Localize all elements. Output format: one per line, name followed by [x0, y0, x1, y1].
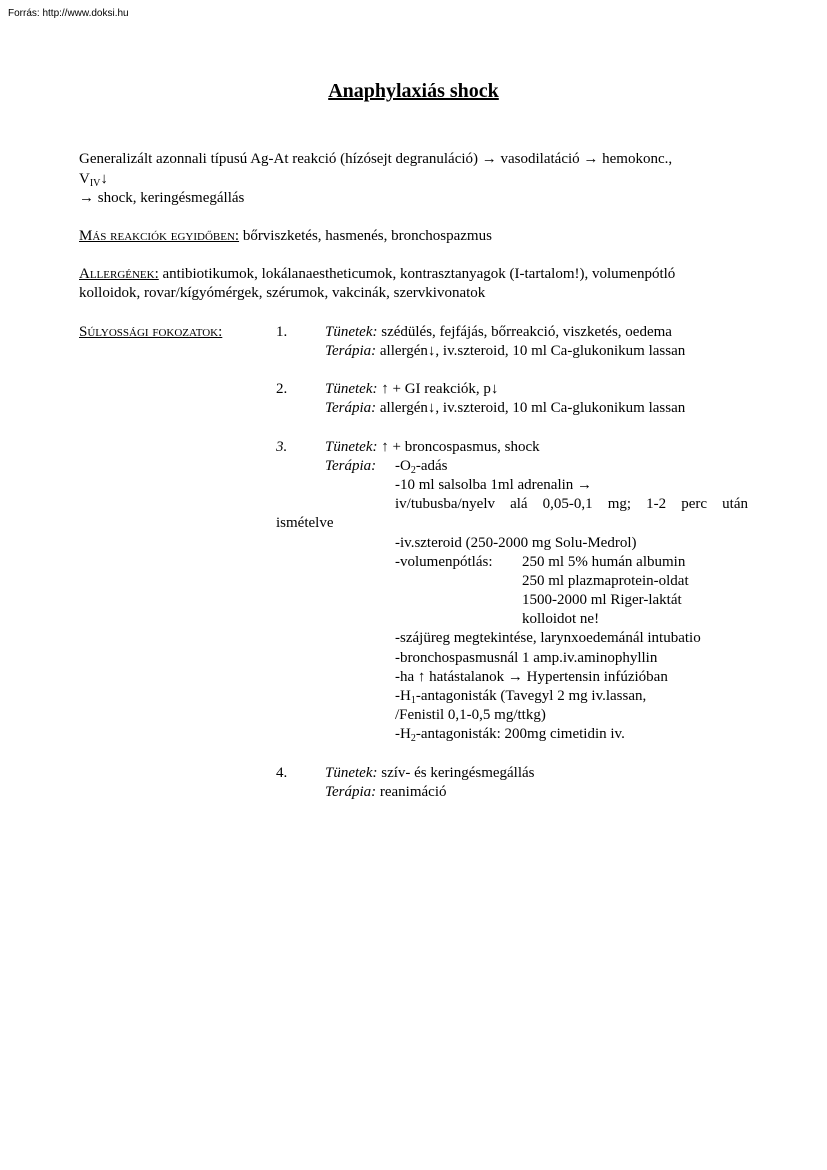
- volume-item: 250 ml plazmaprotein-oldat: [522, 573, 689, 589]
- o2-pre: -O: [395, 458, 411, 474]
- grade-2-therapy-label: Terápia:: [325, 400, 377, 416]
- intro-v-sub: IV: [89, 178, 101, 189]
- volume-item: kolloidot ne!: [522, 611, 600, 627]
- grade-1-therapy-text: allergén↓, iv.szteroid, 10 ml Ca-glukonikum lassan: [376, 343, 686, 359]
- volume-item: 1500-2000 ml Riger-laktát: [522, 592, 682, 608]
- grade-3-symptoms-text: ↑ + broncospasmus, shock: [377, 439, 540, 455]
- intro-arrow: ↓: [100, 171, 108, 187]
- grade-3-adrenalin-cont: iv/tubusba/nyelv alá 0,05-0,1 mg; 1-2 perc után: [395, 496, 748, 512]
- source-label: Forrás: http://www.doksi.hu: [8, 8, 129, 19]
- allergens-line-1: [79, 265, 675, 284]
- grade-3-broncho: -bronchospasmusnál 1 amp.iv.aminophyllin: [395, 650, 658, 666]
- grade-3-fenistil: /Fenistil 0,1-0,5 mg/ttkg): [395, 707, 546, 723]
- grade-1-therapy: [325, 342, 685, 361]
- grade-1-symptoms-text: szédülés, fejfájás, bőrreakció, viszketés, oedema: [377, 324, 672, 340]
- grade-3-therapy-label: Terápia:: [325, 458, 377, 474]
- grade-2-symptoms-label: Tünetek:: [325, 381, 378, 397]
- grade-2-number: 2.: [276, 381, 288, 397]
- grade-1-number: 1.: [276, 324, 288, 340]
- grade-2-therapy-text: allergén↓, iv.szteroid, 10 ml Ca-glukonikum lassan: [376, 400, 686, 416]
- grade-2-symptoms: [325, 380, 498, 399]
- grade-4-symptoms: [325, 764, 535, 783]
- grade-3-steroid: -iv.szteroid (250-2000 mg Solu-Medrol): [395, 535, 637, 551]
- grade-3-adrenalin: -10 ml salsolba 1ml adrenalin →: [395, 477, 593, 493]
- page-title: Anaphylaxiás shock: [328, 80, 499, 102]
- h2-pre: -H: [395, 726, 411, 742]
- intro-line-3: → shock, keringésmegállás: [79, 190, 245, 206]
- grade-3-mouth: -szájüreg megtekintése, larynxoedemánál intubatio: [395, 630, 701, 646]
- o2-sub: 2: [410, 465, 416, 476]
- grade-4-symptoms-label: Tünetek:: [325, 765, 378, 781]
- h1-pre: -H: [395, 688, 411, 704]
- h1-post: -antagonisták (Tavegyl 2 mg iv.lassan,: [415, 688, 647, 704]
- grade-3-symptoms-label: Tünetek:: [325, 439, 378, 455]
- other-reactions-text: bőrviszketés, hasmenés, bronchospazmus: [239, 228, 492, 244]
- allergens-label: Allergének:: [79, 266, 159, 282]
- h2-post: -antagonisták: 200mg cimetidin iv.: [415, 726, 625, 742]
- grade-2-therapy: [325, 399, 685, 418]
- other-reactions-label: Más reakciók egyidőben:: [79, 228, 240, 244]
- grade-4-therapy: [325, 783, 447, 802]
- grade-4-therapy-label: Terápia:: [325, 784, 377, 800]
- other-reactions: [79, 227, 492, 246]
- grade-3-o2: [395, 457, 447, 476]
- grade-1-therapy-label: Terápia:: [325, 343, 377, 359]
- grade-3-number: 3.: [276, 439, 288, 455]
- grade-2-symptoms-text: ↑ + GI reakciók, p↓: [377, 381, 499, 397]
- intro-v: V: [79, 171, 90, 187]
- grade-3-symptoms: [325, 438, 540, 457]
- grade-3-h2: [395, 725, 625, 744]
- grade-3-h1: [395, 687, 646, 706]
- h2-sub: 2: [410, 733, 416, 744]
- allergens-text: antibiotikumok, lokálanaestheticumok, kontrasztanyagok (I-tartalom!), volumenpótló: [158, 266, 676, 282]
- o2-post: -adás: [415, 458, 448, 474]
- allergens-line-2: kolloidok, rovar/kígyómérgek, szérumok, vakcinák, szervkivonatok: [79, 285, 486, 301]
- grade-1-symptoms: [325, 323, 672, 342]
- volume-item: 250 ml 5% humán albumin: [522, 554, 686, 570]
- intro-line-2: [79, 170, 108, 189]
- severity-label: Súlyossági fokozatok:: [79, 324, 223, 340]
- grade-4-number: 4.: [276, 765, 288, 781]
- grade-3-hypertensin: -ha ↑ hatástalanok → Hypertensin infúzióban: [395, 669, 668, 685]
- h1-sub: 1: [410, 695, 416, 706]
- grade-1-symptoms-label: Tünetek:: [325, 324, 378, 340]
- grade-3-adrenalin-wrap: ismételve: [276, 515, 334, 531]
- grade-3-volume-label: -volumenpótlás:: [395, 554, 493, 570]
- grade-4-symptoms-text: szív- és keringésmegállás: [377, 765, 535, 781]
- intro-line-1: Generalizált azonnali típusú Ag-At reakció (hízósejt degranuláció) → vasodilatáció → hemokonc.,: [79, 151, 673, 167]
- grade-4-therapy-text: reanimáció: [376, 784, 447, 800]
